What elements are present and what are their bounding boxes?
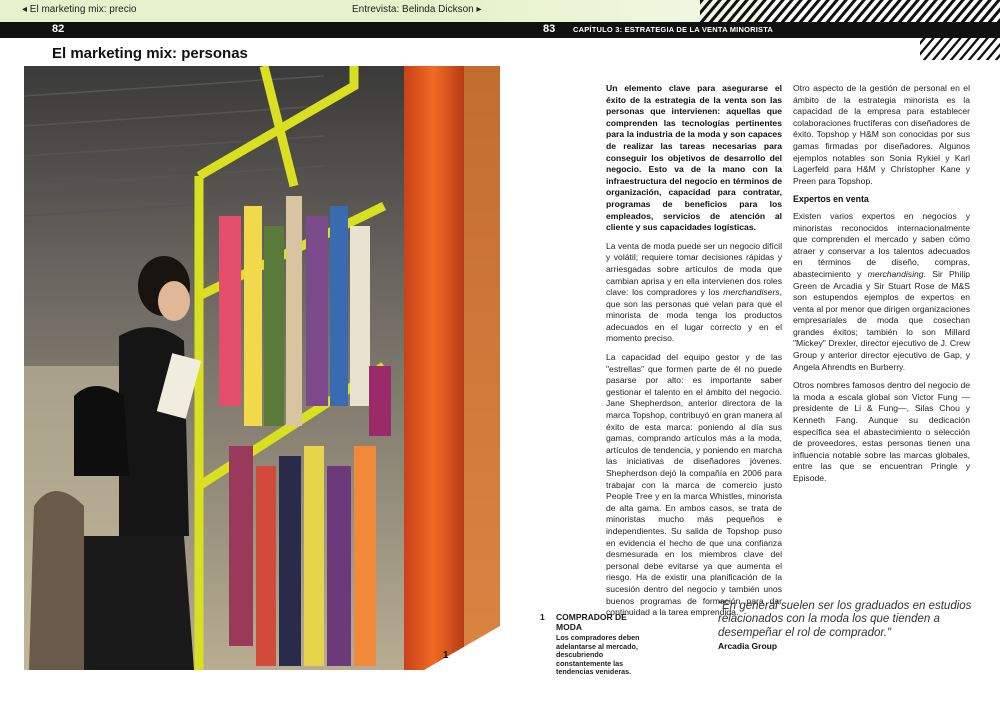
stripes-decoration-lower xyxy=(860,38,1000,60)
paragraph-famous-names: Otros nombres famosos dentro del negocio de la moda a escala global son Victor Fung —presidente de Li & Fung—, Silas Chou y Kenneth Fang. Aunque su dedicación específica sea el abastecimiento o selección de proveedores, estas personas tienen una influencia notable sobre las marcas globales, entre las que se encuentran Pringle y Episode. xyxy=(793,380,970,483)
section-subheading: Expertos en venta xyxy=(793,194,869,205)
next-section-link[interactable]: Entrevista: Belinda Dickson ▸ xyxy=(352,4,482,15)
quote-author: Arcadia Group xyxy=(718,641,778,651)
left-page-number: 82 xyxy=(52,23,65,35)
lead-paragraph: Un elemento clave para asegurarse el éxito de la estrategia de la venta son las personas que intervienen: aquellas que comprenden las tecnologías pertinentes para la industria de la moda y son capaces de realizar las tareas necesarias para conseguir los objetivos de desarrollo del negocio. Esto va de la mano con la infraestructura del negocio en términos de organización, capacidad para contratar, programas de beneficios para los empleados, servicios de atención al cliente y sus capacidades logísticas. xyxy=(606,83,782,233)
paragraph-collaborations: Otro aspecto de la gestión de personal en el ámbito de la estrategia minorista es la capacidad de la empresa para establecer colaboraciones fructíferas con diseñadores de éxito. Topshop y H&M son conocidas por sus gamas firmadas por diseñadores. Algunos ejemplos notables son Sonia Rykiel y Karl Lagerfeld para H&M y Christopher Kane y Preen para Topshop. xyxy=(793,83,970,186)
caption-number: 1 xyxy=(540,612,545,622)
folio-bar xyxy=(0,22,1000,38)
text-column-1 xyxy=(606,83,782,626)
top-navigation-bar xyxy=(0,0,1000,22)
text-column-2 xyxy=(793,83,970,492)
diagonal-stripes-decoration xyxy=(700,0,1000,22)
caption-text: Los compradores deben adelantarse al mercado, descubriendo constantemente las tendencias venideras. xyxy=(556,633,640,677)
paragraph-experts: Existen varios expertos en negocios y minoristas reconocidos internacionalmente que comprenden el mercado y saben cómo atraer y conservar a los talentos adecuados en términos de diseño, compras, abastecimiento y merchandising. Sir Philip Green de Arcadia y Sir Stuart Rose de M&S son estupendos ejemplos de expertos en venta al por menor que dirigen organizaciones empresariales de moda que cosechan grandes éxitos; también lo son Millard "Mickey" Drexler, director ejecutivo de J. Crew Group y anterior director ejecutivo de Gap, y Angela Ahrendts en Burberry. xyxy=(793,210,971,372)
chapter-title: CAPÍTULO 3: ESTRATEGIA DE LA VENTA MINORISTA xyxy=(573,25,774,34)
previous-section-link[interactable]: ◂ El marketing mix: precio xyxy=(22,4,137,15)
right-page-number: 83 xyxy=(543,23,556,35)
caption-title: COMPRADOR DE MODA xyxy=(556,612,627,632)
photo-number: 1 xyxy=(443,650,449,661)
fashion-buyer-photo xyxy=(24,66,500,670)
page-title: El marketing mix: personas xyxy=(52,45,248,62)
pull-quote: "En general suelen ser los graduados en estudios relacionados con la moda los que tienden a desempeñar el rol de comprador." xyxy=(718,600,972,639)
paragraph-buyers: La venta de moda puede ser un negocio difícil y volátil; requiere tomar decisiones rápidas y arriesgadas sobre artículos de moda que cambian aprisa y en ella intervienen dos roles clave: los compradores y los merchandisers, que son las personas que velan para que el minorista de moda tenga los productos adecuados en el lugar correcto y en el momento preciso. xyxy=(606,240,782,344)
paragraph-management: La capacidad del equipo gestor y de las "estrellas" que formen parte de él no puede pasarse por alto: es importante saber gestionar el talento en el ámbito del negocio. Jane Shepherdson, anterior directora de la marca Topshop, contribuyó en gran manera al éxito de esta marca: poniendo al día sus gamas, comprando artículos más a la moda, artículos de tendencia, y poniendo en marcha las iniciativas de diseñadores jóvenes. Shepherdson dejó la compañía en 2006 para trabajar con la marca de comercio justo People Tree y en la marca Whistles, minorista de alta gama. En ambos casos, se trata de minoristas mucho más pequeños e independientes. Su salida de Topshop puso en evidencia el hecho de que una confianza desmesurada en los miembros clave del personal debe evitarse ya que aumenta el riesgo. Ha de existir una planificación de la sucesión dentro del negocio y también unos buenos programas de formación para dar continuidad a la tarea emprendida. xyxy=(606,352,782,618)
